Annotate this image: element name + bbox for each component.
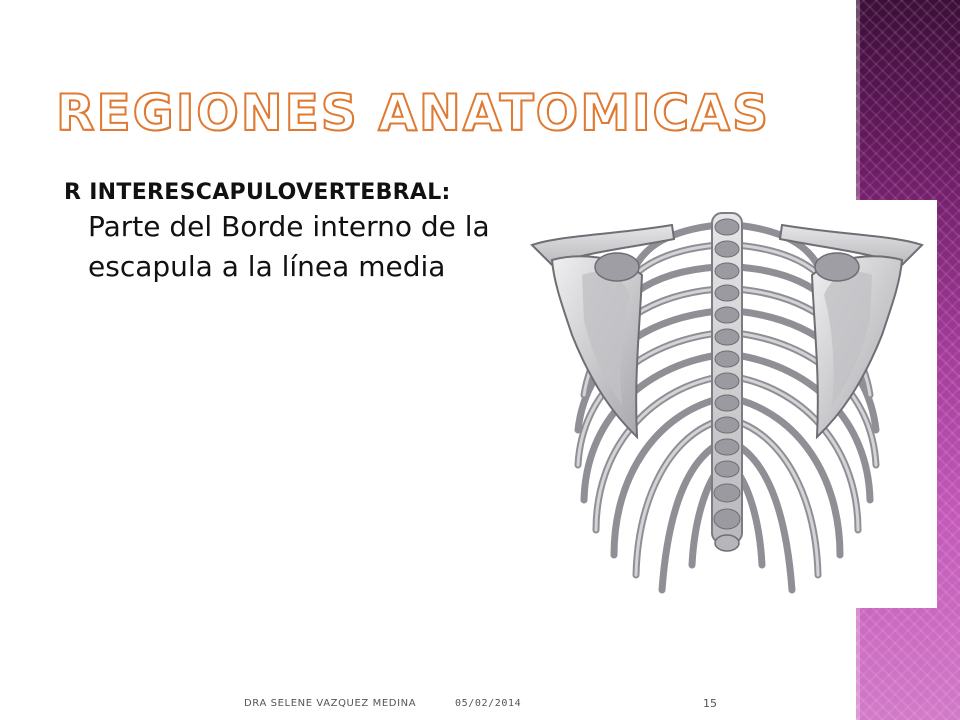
body-text (64, 180, 524, 287)
spine (712, 213, 742, 551)
back-skeleton-illustration (522, 205, 932, 605)
footer-date: 05/02/2014 (455, 698, 522, 709)
region-name: R INTERESCAPULOVERTEBRAL: (64, 180, 451, 205)
footer-author: DRA SELENE VAZQUEZ MEDINA (244, 698, 417, 709)
slide-title: REGIONES ANATOMICAS (56, 84, 770, 142)
region-description: Parte del Borde interno de la escapula a la línea media (88, 210, 490, 283)
footer-page-number: 15 (703, 697, 717, 710)
